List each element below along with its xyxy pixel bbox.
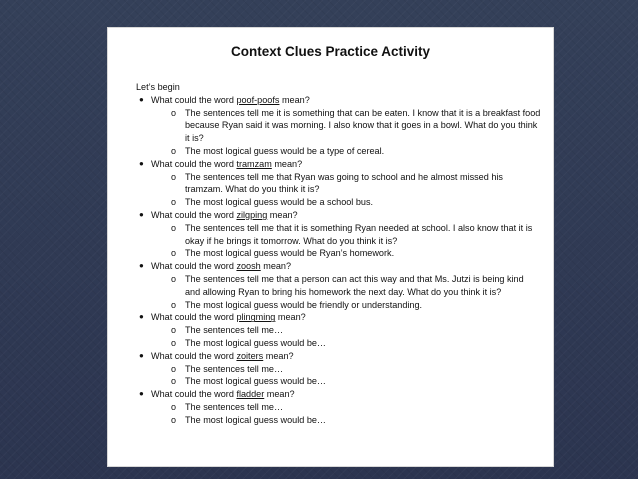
bullet-icon: ● <box>139 94 144 104</box>
vocab-word: plingming <box>236 312 276 323</box>
question-prefix: What could the word <box>151 209 237 220</box>
circle-bullet-icon: o <box>171 414 177 425</box>
question-prefix: What could the word <box>151 94 237 105</box>
sentences-clue <box>151 222 541 248</box>
answer-list <box>151 324 541 350</box>
logical-guess <box>151 337 541 350</box>
bullet-icon: ● <box>139 389 144 399</box>
intro-text: Let’s begin <box>136 82 180 92</box>
guess-text: The most logical guess would be a type of cereal. <box>185 145 385 156</box>
question-suffix: mean? <box>264 389 295 400</box>
question-item <box>136 94 541 158</box>
answer-list <box>151 222 541 260</box>
question-item <box>136 260 541 311</box>
answer-list <box>151 273 541 311</box>
circle-bullet-icon: o <box>171 222 177 233</box>
question-prefix: What could the word <box>151 389 237 400</box>
sentences-text: The sentences tell me that it is something Ryan needed at school. I also know that it is okay if he brings it tomorrow. What do you think it is? <box>185 222 533 246</box>
vocab-word: poof-poofs <box>236 94 280 105</box>
logical-guess <box>151 414 541 427</box>
question-item <box>136 388 541 426</box>
guess-text: The most logical guess would be… <box>185 414 327 425</box>
sentences-clue <box>151 107 541 145</box>
question-suffix: mean? <box>279 94 310 105</box>
sentences-text: The sentences tell me that Ryan was going to school and he almost missed his tramzam. What do you think it is? <box>185 171 503 195</box>
logical-guess <box>151 145 541 158</box>
bullet-icon: ● <box>139 158 144 168</box>
sentences-text: The sentences tell me it is something that can be eaten. I know that it is a breakfast food because Ryan said it was morning. I also know that it goes in a bowl. What do you think it is? <box>185 107 541 144</box>
answer-list <box>151 171 541 209</box>
circle-bullet-icon: o <box>171 171 177 182</box>
question-prefix: What could the word <box>151 350 237 361</box>
sentences-clue <box>151 324 541 337</box>
answer-list <box>151 363 541 389</box>
bullet-icon: ● <box>139 261 144 271</box>
question-item <box>136 311 541 349</box>
circle-bullet-icon: o <box>171 273 177 284</box>
logical-guess <box>151 247 541 260</box>
vocab-word: zilgping <box>236 209 268 220</box>
sentences-text: The sentences tell me that a person can act this way and that Ms. Jutzi is being kind and allowing Ryan to bring his homework the next day. What do you think it is? <box>185 273 524 297</box>
circle-bullet-icon: o <box>171 363 177 374</box>
vocab-word: zoosh <box>236 261 261 272</box>
question-suffix: mean? <box>275 312 306 323</box>
circle-bullet-icon: o <box>171 325 177 336</box>
vocab-word: fladder <box>236 389 265 400</box>
guess-text: The most logical guess would be… <box>185 376 327 387</box>
answer-list <box>151 107 541 158</box>
question-suffix: mean? <box>260 261 292 272</box>
sentences-text: The sentences tell me… <box>185 325 284 336</box>
guess-text: The most logical guess would be Ryan’s homework. <box>185 248 395 259</box>
question-prefix: What could the word <box>151 312 237 323</box>
vocab-word: tramzam <box>236 158 272 169</box>
question-item <box>136 158 541 209</box>
circle-bullet-icon: o <box>171 299 177 310</box>
question-suffix: mean? <box>263 350 294 361</box>
logical-guess <box>151 375 541 388</box>
circle-bullet-icon: o <box>171 337 177 348</box>
answer-list <box>151 401 541 427</box>
sentences-text: The sentences tell me… <box>185 363 284 374</box>
logical-guess <box>151 299 541 312</box>
sentences-clue <box>151 273 541 299</box>
circle-bullet-icon: o <box>171 145 177 156</box>
document-title: Context Clues Practice Activity <box>230 44 431 59</box>
sentences-text: The sentences tell me… <box>185 401 284 412</box>
vocab-word: zoiters <box>236 350 264 361</box>
circle-bullet-icon: o <box>171 376 177 387</box>
sentences-clue <box>151 171 541 197</box>
sentences-clue <box>151 401 541 414</box>
bullet-icon: ● <box>139 209 144 219</box>
question-item <box>136 209 541 260</box>
question-suffix: mean? <box>267 209 298 220</box>
bullet-icon: ● <box>139 350 144 360</box>
circle-bullet-icon: o <box>171 107 177 118</box>
document-body <box>136 81 541 427</box>
guess-text: The most logical guess would be friendly or understanding. <box>185 299 423 310</box>
circle-bullet-icon: o <box>171 248 177 259</box>
circle-bullet-icon: o <box>171 197 177 208</box>
question-suffix: mean? <box>271 158 303 169</box>
question-list <box>136 94 541 427</box>
sentences-clue <box>151 363 541 376</box>
guess-text: The most logical guess would be a school bus. <box>185 197 374 208</box>
circle-bullet-icon: o <box>171 401 177 412</box>
document-page <box>107 27 554 467</box>
question-prefix: What could the word <box>151 158 237 169</box>
question-item <box>136 350 541 388</box>
logical-guess <box>151 196 541 209</box>
bullet-icon: ● <box>139 312 144 322</box>
guess-text: The most logical guess would be… <box>185 337 327 348</box>
question-prefix: What could the word <box>151 261 237 272</box>
